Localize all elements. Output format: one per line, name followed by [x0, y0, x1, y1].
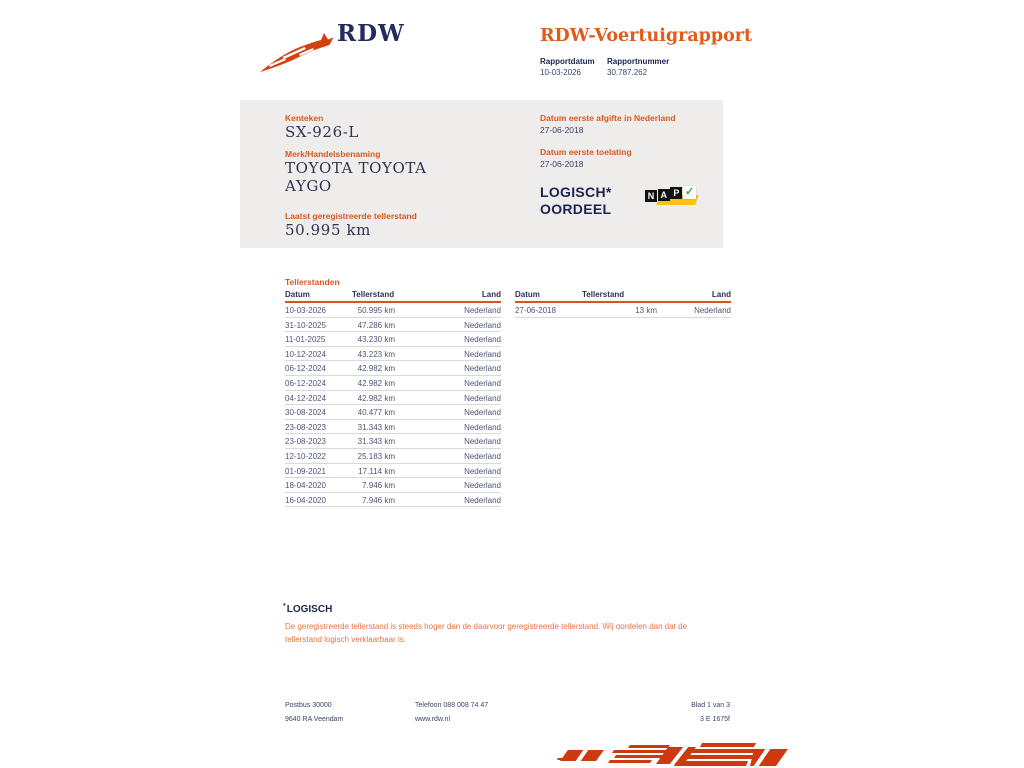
table-row [285, 347, 501, 362]
table-cell: 40.477 km [357, 408, 395, 418]
table-cell: 50.995 km [357, 306, 395, 315]
table-cell: 12-10-2022 [285, 451, 326, 461]
table-cell: 27-06-2018 [515, 306, 556, 315]
column-header-tellerstand: Tellerstand [352, 290, 395, 299]
table-cell: 06-12-2024 [285, 364, 326, 374]
footnote-explanation: De geregistreerde tellerstand is steeds hoger dan de daarvoor geregistreerde tellerstand. Wij oordelen dan dat de tellerstand logisch verklaarbaar is. [285, 622, 688, 644]
column-header-tellerstand: Tellerstand [582, 290, 625, 299]
footer-phone: Telefoon 088 008 74 47 [415, 702, 489, 709]
table-row [285, 318, 501, 333]
table-cell: Nederland [464, 306, 501, 315]
footnote-asterisk: * [283, 603, 286, 610]
kenteken-label: Kenteken [285, 113, 324, 123]
afgifte-label: Datum eerste afgifte in Nederland [540, 113, 676, 123]
table-cell: 10-12-2024 [285, 349, 326, 359]
odometer-table-right [515, 290, 731, 318]
table-row [285, 332, 501, 347]
column-header-datum: Datum [515, 290, 540, 299]
table-cell: 01-09-2021 [285, 466, 326, 476]
table-cell: 13 km [635, 306, 657, 315]
table-cell: 04-12-2024 [285, 393, 326, 403]
table-cell: Nederland [464, 466, 501, 476]
merk-label: Merk/Handelsbenaming [285, 149, 381, 159]
table-body [285, 303, 501, 507]
table-cell: Nederland [464, 364, 501, 374]
footer-doc-code: 3 E 1675f [700, 716, 730, 723]
vehicle-summary-panel [240, 100, 723, 248]
odometer-table-left [285, 290, 501, 507]
table-cell: Nederland [694, 306, 731, 315]
oordeel-line1: LOGISCH* [540, 184, 612, 200]
toelating-label: Datum eerste toelating [540, 147, 632, 157]
table-cell: 43.223 km [357, 349, 395, 359]
footnote-title [283, 603, 332, 615]
table-cell: 42.982 km [357, 364, 395, 374]
table-row [285, 449, 501, 464]
table-cell: 43.230 km [357, 335, 395, 345]
laatste-tellerstand-value: 50.995 km [285, 221, 371, 239]
table-row [285, 361, 501, 376]
table-row [285, 391, 501, 406]
footer-website-link[interactable]: www.rdw.nl [415, 716, 451, 723]
table-cell: 10-03-2026 [285, 306, 326, 315]
table-cell: Nederland [464, 495, 501, 505]
table-row [515, 303, 731, 318]
merk-value: TOYOTA TOYOTA AYGO [285, 159, 427, 195]
table-cell: Nederland [464, 378, 501, 388]
footer-stripes-graphic [550, 743, 790, 768]
table-cell: 23-08-2023 [285, 437, 326, 447]
footnote-title-text: LOGISCH [286, 604, 333, 615]
rdw-wing-logo-icon [258, 28, 334, 76]
table-cell: 7.946 km [362, 495, 395, 505]
table-cell: 31-10-2025 [285, 320, 326, 330]
table-row [285, 376, 501, 391]
table-cell: Nederland [464, 451, 501, 461]
footer-address-line1: Postbus 30000 [285, 702, 332, 709]
table-cell: 30-08-2024 [285, 408, 326, 418]
table-row [285, 464, 501, 479]
table-row [285, 493, 501, 508]
column-header-datum: Datum [285, 290, 310, 299]
table-cell: 18-04-2020 [285, 481, 326, 491]
table-cell: Nederland [464, 481, 501, 491]
nap-letter-p: P [670, 187, 682, 199]
table-row [285, 434, 501, 449]
column-header-land: Land [711, 290, 731, 299]
rdw-logo-text: RDW [337, 20, 405, 47]
table-cell: 7.946 km [362, 481, 395, 491]
report-date-value: 10-03-2026 [540, 68, 581, 77]
table-row [285, 478, 501, 493]
report-number-value: 30.787.262 [607, 68, 648, 77]
toelating-value: 27-06-2018 [540, 159, 584, 169]
table-cell: Nederland [464, 335, 501, 345]
column-header-land: Land [481, 290, 501, 299]
oordeel-verdict [540, 184, 612, 218]
table-row [285, 420, 501, 435]
afgifte-value: 27-06-2018 [540, 125, 584, 135]
table-cell: Nederland [464, 320, 501, 330]
table-cell: Nederland [464, 422, 501, 432]
table-cell: 47.286 km [357, 320, 395, 330]
table-row [285, 303, 501, 318]
table-cell: 42.982 km [357, 378, 395, 388]
table-cell: Nederland [464, 437, 501, 447]
page-title: RDW-Voertuigrapport [540, 26, 753, 46]
table-cell: 42.982 km [357, 393, 395, 403]
table-body [515, 303, 731, 318]
table-cell: 16-04-2020 [285, 495, 326, 505]
table-cell: Nederland [464, 408, 501, 418]
table-cell: 25.183 km [357, 451, 395, 461]
tellerstanden-section-title: Tellerstanden [285, 277, 340, 287]
footer-page-indicator: Blad 1 van 3 [691, 702, 730, 709]
report-date-label: Rapportdatum [540, 57, 595, 66]
table-cell: 23-08-2023 [285, 422, 326, 432]
nap-check-icon: ✓ [684, 185, 695, 198]
table-cell: 11-01-2025 [285, 335, 326, 345]
laatste-tellerstand-label: Laatst geregistreerde tellerstand [285, 211, 417, 221]
footer-address-line2: 9640 RA Veendam [285, 716, 344, 723]
nap-letter-a: A [658, 189, 670, 201]
table-cell: Nederland [464, 393, 501, 403]
table-cell: 31.343 km [357, 437, 395, 447]
table-cell: 17.114 km [358, 466, 395, 476]
nap-logo [645, 183, 699, 207]
table-row [285, 405, 501, 420]
table-cell: 06-12-2024 [285, 378, 326, 388]
table-cell: 31.343 km [357, 422, 395, 432]
oordeel-line2: OORDEEL [540, 201, 612, 217]
nap-letter-n: N [645, 190, 657, 202]
table-cell: Nederland [464, 349, 501, 359]
table-header-row [285, 290, 501, 303]
table-header-row [515, 290, 731, 303]
report-number-label: Rapportnummer [607, 57, 670, 66]
kenteken-value: SX-926-L [285, 123, 359, 141]
